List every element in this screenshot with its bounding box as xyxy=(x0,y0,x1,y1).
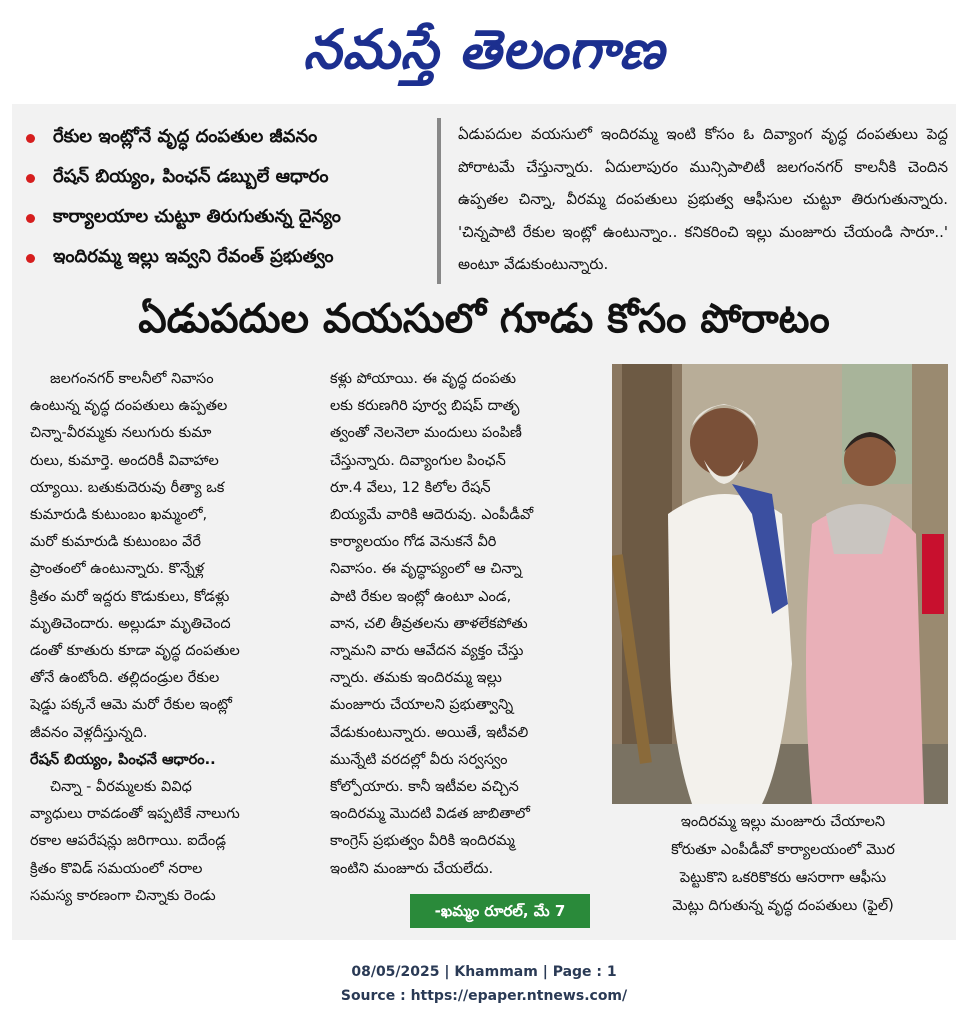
newspaper-masthead xyxy=(0,4,968,94)
text-line: కోల్పోయారు. కానీ ఇటీవల వచ్చిన xyxy=(330,779,519,796)
caption-line: కోరుతూ ఎంపీడీవో కార్యాలయంలో మొర xyxy=(671,842,895,858)
page-footer xyxy=(0,960,968,1008)
text-line: సమస్య కారణంగా చిన్నాకు రెండు xyxy=(30,887,216,904)
text-line: య్యాయి. బతుకుదెరువు రీత్యా ఒక xyxy=(30,479,225,496)
text-line: డంతో కూతురు కూడా వృద్ధ దంపతుల xyxy=(30,643,240,660)
text-line: తోనే ఉంటోంది. తల్లిదండ్రుల రేకుల xyxy=(30,670,220,687)
text-line: షెడ్డు పక్కనే ఆమె మరో రేకుల ఇంట్లో xyxy=(30,697,232,714)
text-line: రూ.4 వేలు, 12 కిలోల రేషన్ xyxy=(330,479,491,496)
text-line: నివాసం. ఈ వృద్ధాప్యంలో ఆ చిన్నా xyxy=(330,561,522,578)
highlight-text: రేకుల ఇంట్లోనే వృద్ధ దంపతుల జీవనం xyxy=(53,125,318,147)
highlight-item xyxy=(26,238,446,278)
text-line: మరో కుమారుడి కుటుంబం వేరే xyxy=(30,534,202,551)
bullet-icon xyxy=(26,254,35,263)
bullet-icon xyxy=(26,134,35,143)
caption-line: మెట్లు దిగుతున్న వృద్ధ దంపతులు (ఫైల్) xyxy=(672,898,894,914)
text-line: మంజూరు చేయాలని ప్రభుత్వాన్ని xyxy=(330,697,514,714)
highlight-item xyxy=(26,198,446,238)
text-line: ఉంటున్న వృద్ధ దంపతులు ఉప్పతల xyxy=(30,398,228,415)
photo-illustration xyxy=(612,364,948,804)
footer-meta: 08/05/2025 | Khammam | Page : 1 xyxy=(351,964,617,980)
text-line: కళ్లు పోయాయి. ఈ వృద్ధ దంపతు xyxy=(330,371,517,387)
text-line: లకు కరుణగిరి పూర్వ బిషప్ దాతృ xyxy=(330,398,520,415)
photo-caption xyxy=(618,808,948,920)
text-line: వేడుకుంటున్నారు. అయితే, ఇటీవలి xyxy=(330,724,529,741)
footer-source-link[interactable]: Source : https://epaper.ntnews.com/ xyxy=(340,988,628,1004)
intro-paragraph: ఏడుపదుల వయసులో ఇందిరమ్మ ఇంటి కోసం ఓ దివ్యాంగ వృద్ధ దంపతులు పెద్ద పోరాటమే చేస్తున్నారు. ఏదులాపురం మున్సిపాలిటీ జలగంనగర్ కాలనీకి చెందిన ఉప్పతల చిన్నా, వీరమ్మ దంపతులు ప్రభుత్వ ఆఫీసుల చుట్టూ తిరుగుతున్నారు. 'చిన్నపాటి రేకుల ఇంట్లో ఉంటున్నాం.. కనికరించి ఇల్లు మంజూరు చేయండి సారూ..' అంటూ వేడుకుంటున్నారు. xyxy=(458,125,948,273)
text-line: జీవనం వెళ్లదీస్తున్నది. xyxy=(30,724,148,741)
text-line: న్నామని వారు ఆవేదన వ్యక్తం చేస్తు xyxy=(330,643,524,660)
article-column-2 xyxy=(330,366,610,883)
text-line: రకాల ఆపరేషన్లు జరిగాయి. ఐదేండ్ల xyxy=(30,833,226,850)
highlight-text: రేషన్ బియ్యం, పింఛన్ డబ్బులే ఆధారం xyxy=(53,165,329,187)
text-line: కాంగ్రెస్ ప్రభుత్వం వీరికి ఇందిరమ్మ xyxy=(330,833,515,850)
text-line: వాన, చలి తీవ్రతలను తాళలేకపోతు xyxy=(330,615,528,632)
text-line: మున్నేటి వరదల్లో వీరు సర్వస్వం xyxy=(330,751,508,768)
text-line: బియ్యమే వారికి ఆదెరువు. ఎంపీడీవో xyxy=(330,507,534,524)
masthead-title: నమస్తే తెలంగాణ xyxy=(303,17,665,81)
text-line: మృతిచెందారు. అల్లుడూ మృతిచెంద xyxy=(30,615,231,632)
text-line: న్నారు. తమకు ఇందిరమ్మ ఇల్లు xyxy=(330,670,502,687)
column-subheading: రేషన్ బియ్యం, పింఛనే ఆధారం.. xyxy=(30,751,216,768)
text-line: వ్యాధులు రావడంతో ఇప్పటికే నాలుగు xyxy=(30,806,240,823)
highlight-item xyxy=(26,118,446,158)
elderly-couple-photo xyxy=(612,364,948,804)
highlight-text: ఇందిరమ్మ ఇల్లు ఇవ్వని రేవంత్ ప్రభుత్వం xyxy=(53,245,334,267)
article-column-1 xyxy=(30,366,310,910)
caption-line: ఇందిరమ్మ ఇల్లు మంజూరు చేయాలని xyxy=(680,814,886,830)
text-line: ప్రాంతంలో ఉంటున్నారు. కొన్నేళ్ల xyxy=(30,561,205,578)
column-1-paragraph-1 xyxy=(30,366,310,747)
text-line: క్రితం మరో ఇద్దరు కొడుకులు, కోడళ్లు xyxy=(30,588,230,605)
text-line: చిన్నా - వీరమ్మలకు వివిధ xyxy=(50,779,192,796)
column-1-paragraph-2 xyxy=(30,774,310,910)
article-panel xyxy=(12,104,956,940)
text-line: కార్యాలయం గోడ వెనుకనే వీరి xyxy=(330,534,497,551)
article-headline: ఏడుపదుల వయసులో గూడు కోసం పోరాటం xyxy=(138,296,830,342)
text-line: త్వంతో నెలనెలా మందులు పంపిణీ xyxy=(330,425,522,442)
highlight-item xyxy=(26,158,446,198)
dateline-badge: -ఖమ్మం రూరల్, మే 7 xyxy=(410,894,590,928)
text-line: చేస్తున్నారు. దివ్యాంగుల పింఛన్ xyxy=(330,452,506,469)
text-line: క్రితం కొవిడ్ సమయంలో నరాల xyxy=(30,860,203,877)
text-line: ఇంటిని మంజూరు చేయలేదు. xyxy=(330,860,494,877)
highlights-list xyxy=(26,118,446,278)
text-line: జలగంనగర్ కాలనీలో నివాసం xyxy=(50,371,214,387)
text-line: చిన్నా-వీరమ్మకు నలుగురు కుమా xyxy=(30,425,212,442)
text-line: కుమారుడి కుటుంబం ఖమ్మంలో, xyxy=(30,507,208,524)
caption-line: పెట్టుకొని ఒకరికొకరు ఆసరాగా ఆఫీసు xyxy=(679,870,887,886)
text-line: ఇందిరమ్మ మొదటి విడత జాబితాలో xyxy=(330,806,530,823)
highlights-divider xyxy=(437,118,441,284)
text-line: రులు, కుమార్తె. అందరికీ వివాహాల xyxy=(30,452,219,469)
text-line: పాటి రేకుల ఇంట్లో ఉంటూ ఎండ, xyxy=(330,588,512,605)
highlight-text: కార్యాలయాల చుట్టూ తిరుగుతున్న దైన్యం xyxy=(53,205,341,227)
bullet-icon xyxy=(26,214,35,223)
bullet-icon xyxy=(26,174,35,183)
